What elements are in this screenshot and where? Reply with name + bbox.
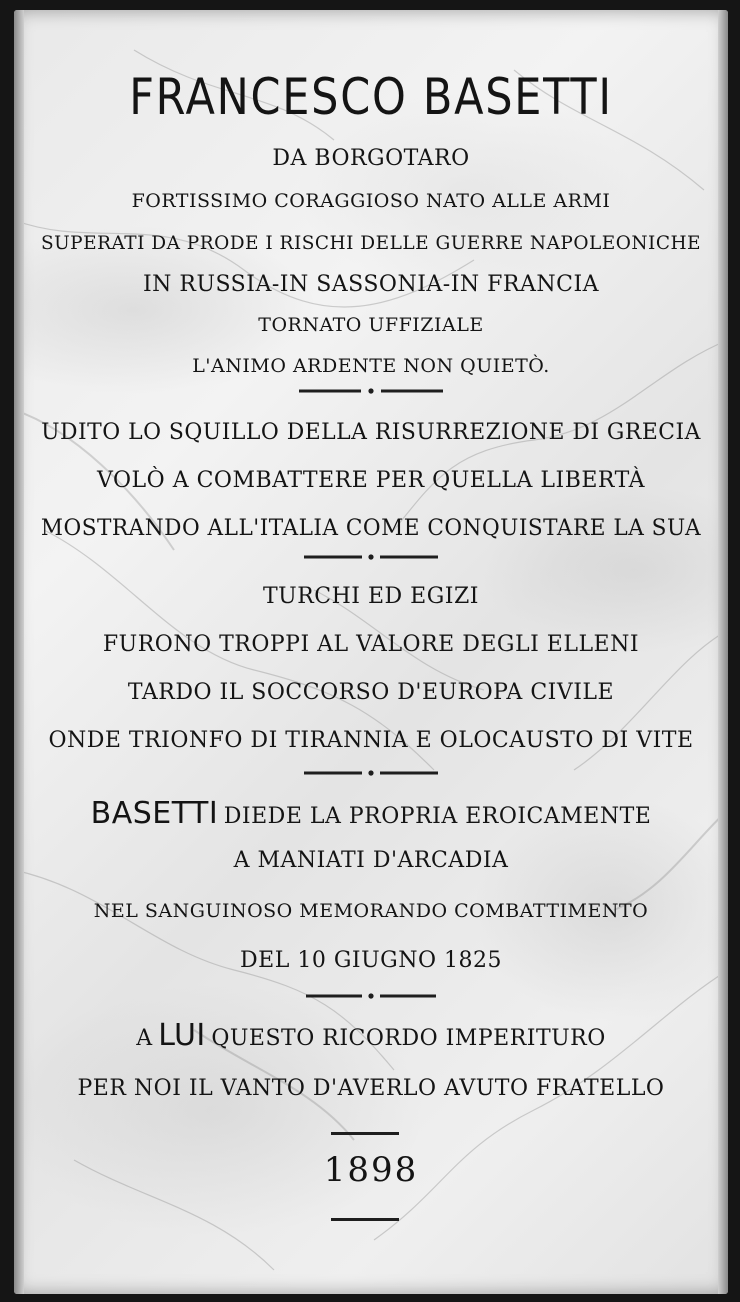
inscription-line-lui [14,1018,728,1053]
inscription-line: FURONO TROPPI AL VALORE DEGLI ELLENI [102,632,640,657]
inscription-line: DA BORGOTARO [272,146,470,171]
inscription-text: DIEDE LA PROPRIA EROICAMENTE [223,804,652,829]
inscription-line: SUPERATI DA PRODE I RISCHI DELLE GUERRE NAPOLEONICHE [40,232,702,254]
inscription-line: L'ANIMO ARDENTE NON QUIETÒ. [192,355,550,377]
inscription-line: IN RUSSIA-IN SASSONIA-IN FRANCIA [142,272,600,297]
inscription-line: TURCHI ED EGIZI [263,584,479,609]
ornamental-divider [14,991,728,1001]
inscription-line: VOLÒ A COMBATTERE PER QUELLA LIBERTÀ [97,468,645,493]
inscription-text: QUESTO RICORDO IMPERITURO [211,1026,606,1051]
inscription-line-basetti [14,796,728,831]
lui-word: LUI [158,1018,206,1053]
inscription-line: PER NOI IL VANTO D'AVERLO AVUTO FRATELLO [77,1076,665,1101]
ornamental-divider [14,768,728,778]
plaque-year: 1898 [323,1150,419,1190]
marble-plaque [14,10,728,1294]
inscription-line: ONDE TRIONFO DI TIRANNIA E OLOCAUSTO DI VITE [48,728,694,753]
year-rule-bottom [331,1218,399,1221]
basetti-name: BASETTI [90,796,219,831]
inscription-line: UDITO LO SQUILLO DELLA RISURREZIONE DI GRECIA [41,420,701,445]
inscription-line: TARDO IL SOCCORSO D'EUROPA CIVILE [127,680,615,705]
inscription-line: FORTISSIMO CORAGGIOSO NATO ALLE ARMI [131,190,611,212]
inscription-line: DEL 10 GIUGNO 1825 [240,948,502,973]
inscription-line: A MANIATI D'ARCADIA [233,848,509,873]
inscription-text: A [136,1026,153,1051]
inscription-line: MOSTRANDO ALL'ITALIA COME CONQUISTARE LA SUA [40,516,702,541]
ornamental-divider [14,552,728,562]
year-rule-top [331,1132,399,1135]
plaque-title: FRANCESCO BASETTI [129,68,613,126]
ornamental-divider [14,386,728,396]
inscription-line: NEL SANGUINOSO MEMORANDO COMBATTIMENTO [93,900,649,922]
inscription-line: TORNATO UFFIZIALE [258,314,484,336]
